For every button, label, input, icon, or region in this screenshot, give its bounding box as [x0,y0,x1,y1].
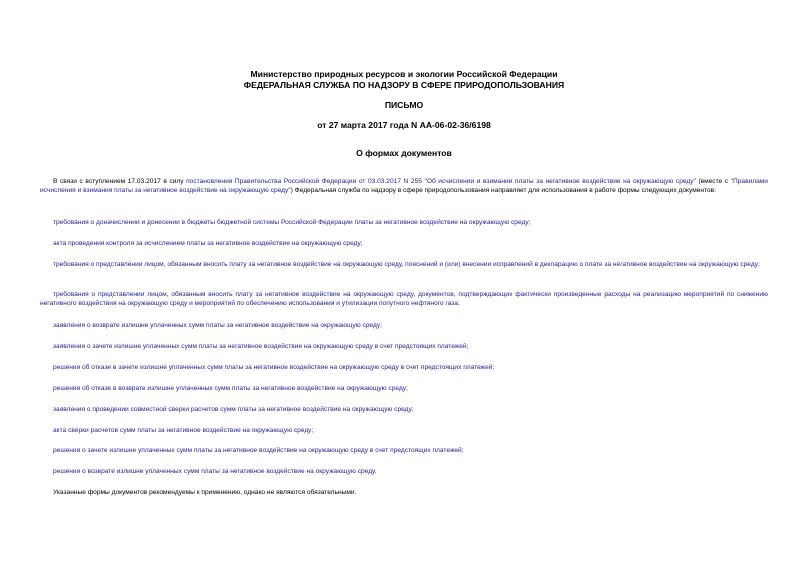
intro-text-2: (вместе с [695,178,731,185]
intro-text-1: В связи с вступлением 17.03.2017 в силу [53,178,187,185]
doc-date-number: от 27 марта 2017 года N АА-06-02-36/6198 [317,120,491,130]
doc-subject: О формах документов [356,148,452,158]
intro-paragraph [40,177,768,195]
decree-link[interactable]: постановления Правительства Российской Федерации от 03.03.2017 N 255 "Об исчислении и взимании платы за негативное воздействие на окружающую среду" [186,178,696,185]
form-link-9[interactable]: заявления о проведении совместной сверки расчетов сумм платы за негативное воздействие на окружающую среду; [53,406,414,413]
form-link-6[interactable]: заявления о зачете излишне уплаченных сумм платы за негативное воздействие на окружающую среду в счет предстоящих платежей; [53,343,469,350]
form-link-5[interactable]: заявления о возврате излишне уплаченных сумм платы за негативное воздействие на окружающую среду; [53,322,383,329]
form-link-2[interactable]: акта проведения контроля за исчислением платы за негативное воздействие на окружающую среду; [53,240,363,247]
doc-type-heading: ПИСЬМО [384,100,424,110]
form-link-3[interactable]: требования о представлении лицом, обязанным вносить плату за негативное воздействие на окружающую среду, пояснений и (или) внесении исправлений в декларацию о плате за негативное воздействие на окружающую среду; [53,261,760,268]
rules-link[interactable]: "Правилами исчисления и взимания платы за негативное воздействие на окружающую среду" [40,178,768,194]
form-link-12[interactable]: решения о возврате излишне уплаченных сумм платы за негативное воздействие на окружающую среду. [53,468,377,475]
form-link-1[interactable]: требования о доначислении и донесении в бюджеты бюджетной системы Российской Федерации платы за негативное воздействие на окружающую среду; [53,219,531,226]
form-link-7[interactable]: решения об отказе в зачете излишне уплаченных сумм платы за негативное воздействие на окружающую среду в счет предстоящих платежей; [53,364,495,371]
form-link-10[interactable]: акта сверки расчетов сумм платы за негативное воздействие на окружающую среду; [53,427,314,434]
ministry-heading: Министерство природных ресурсов и экологии Российской Федерации [250,69,558,79]
intro-text-3: ) Федеральная служба по надзору в сфере природопользования направляет для использования в работе формы следующих документов: [290,187,716,194]
form-link-4[interactable]: требования о представлении лицом, обязанным вносить плату за негативное воздействие на окружающую среду, документов, подтверждающих фактически произведенные расходы на реализацию мероприятий по снижению негативного воздействия на окружающую среду и мероприятий по обеспечению использования и утилизации попутного нефтяного газа; [40,291,768,307]
service-heading: ФЕДЕРАЛЬНАЯ СЛУЖБА ПО НАДЗОРУ В СФЕРЕ ПРИРОДОПОЛЬЗОВАНИЯ [243,80,565,90]
form-link-8[interactable]: решения об отказе в возврате излишне уплаченных сумм платы за негативное воздействие на окружающую среду; [53,385,408,392]
final-paragraph: Указанные формы документов рекомендуемы к применению, однако не являются обязательными. [53,489,357,496]
form-link-11[interactable]: решения о зачете излишне уплаченных сумм платы за негативное воздействие на окружающую среду в счет предстоящих платежей; [53,447,464,454]
